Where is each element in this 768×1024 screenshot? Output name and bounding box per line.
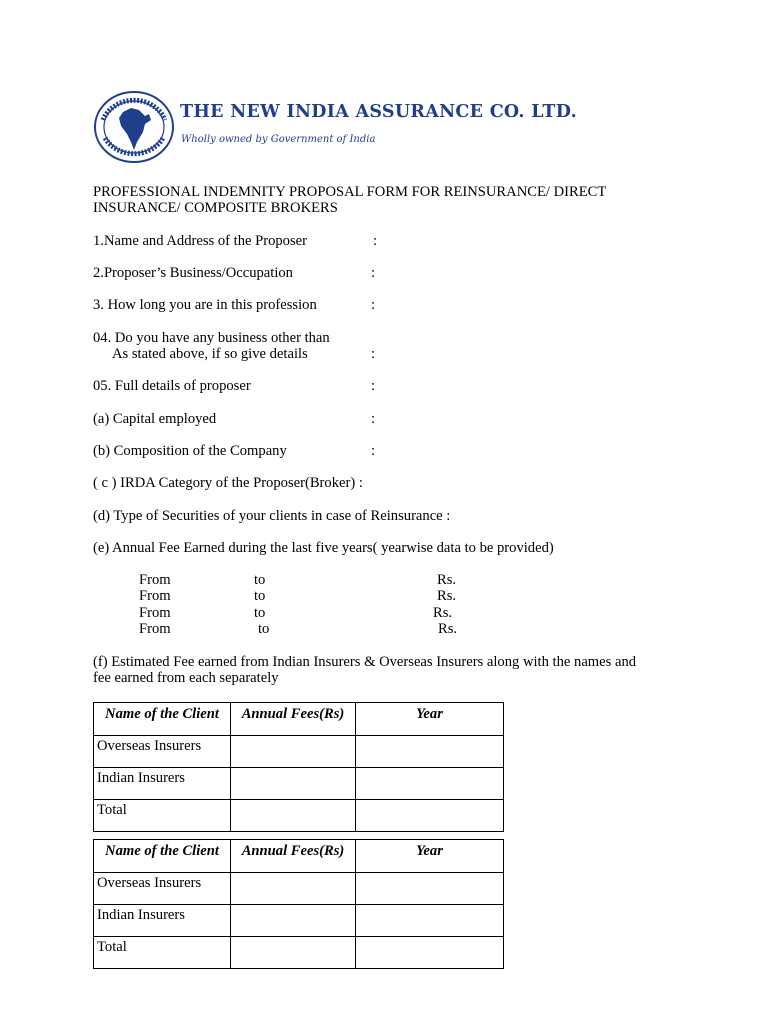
header-year: Year — [356, 840, 504, 873]
colon-5: : — [371, 378, 376, 394]
fees-cell[interactable] — [231, 905, 356, 937]
colon-1: : — [373, 233, 378, 249]
question-5c: ( c ) IRDA Category of the Proposer(Broker) : — [93, 475, 363, 491]
year-cell[interactable] — [356, 800, 504, 832]
colon-3: : — [371, 297, 376, 313]
colon-5b: : — [371, 443, 376, 459]
header-annual-fees: Annual Fees(Rs) — [231, 840, 356, 873]
fee-row-3-from: From — [139, 605, 171, 621]
header-annual-fees: Annual Fees(Rs) — [231, 703, 356, 736]
table-row — [94, 768, 504, 800]
fee-row-3-rs: Rs. — [433, 605, 453, 621]
colon-4: : — [371, 346, 376, 362]
question-4-line2: As stated above, if so give details — [112, 346, 308, 362]
colon-2: : — [371, 265, 376, 281]
company-tagline: Wholly owned by Government of India — [181, 134, 376, 145]
fee-row-2-rs: Rs. — [437, 588, 457, 604]
company-name: THE NEW INDIA ASSURANCE CO. LTD. — [180, 102, 577, 122]
fees-table-1 — [93, 702, 504, 832]
row-label-total: Total — [94, 937, 231, 969]
row-label-total: Total — [94, 800, 231, 832]
header-name-of-client: Name of the Client — [94, 840, 231, 873]
question-5e: (e) Annual Fee Earned during the last five years( yearwise data to be provided) — [93, 540, 554, 556]
table-row — [94, 800, 504, 832]
fees-cell[interactable] — [231, 937, 356, 969]
row-label-indian: Indian Insurers — [94, 768, 231, 800]
question-5a: (a) Capital employed — [93, 411, 217, 427]
fees-table-2 — [93, 839, 504, 969]
question-5f-line2: fee earned from each separately — [93, 670, 279, 686]
header-year: Year — [356, 703, 504, 736]
question-5f-line1: (f) Estimated Fee earned from Indian Insurers & Overseas Insurers along with the names and — [93, 654, 637, 670]
table-header-row — [94, 703, 504, 736]
question-5b: (b) Composition of the Company — [93, 443, 287, 459]
fee-row-1-from: From — [139, 572, 171, 588]
form-title-line1: PROFESSIONAL INDEMNITY PROPOSAL FORM FOR REINSURANCE/ DIRECT — [93, 184, 607, 200]
row-label-overseas: Overseas Insurers — [94, 873, 231, 905]
fee-row-4-rs: Rs. — [438, 621, 458, 637]
fees-cell[interactable] — [231, 873, 356, 905]
table-row — [94, 905, 504, 937]
fees-cell[interactable] — [231, 800, 356, 832]
year-cell[interactable] — [356, 905, 504, 937]
fee-row-4-to: to — [258, 621, 270, 637]
table-row — [94, 873, 504, 905]
year-cell[interactable] — [356, 736, 504, 768]
fee-row-1-rs: Rs. — [437, 572, 457, 588]
year-cell[interactable] — [356, 768, 504, 800]
question-1: 1.Name and Address of the Proposer — [93, 233, 307, 249]
question-5d: (d) Type of Securities of your clients in case of Reinsurance : — [93, 508, 451, 524]
fees-cell[interactable] — [231, 768, 356, 800]
fees-cell[interactable] — [231, 736, 356, 768]
fee-row-1-to: to — [254, 572, 266, 588]
row-label-indian: Indian Insurers — [94, 905, 231, 937]
table-header-row — [94, 840, 504, 873]
fee-row-3-to: to — [254, 605, 266, 621]
question-2: 2.Proposer’s Business/Occupation — [93, 265, 293, 281]
colon-5a: : — [371, 411, 376, 427]
row-label-overseas: Overseas Insurers — [94, 736, 231, 768]
year-cell[interactable] — [356, 873, 504, 905]
fee-row-4-from: From — [139, 621, 171, 637]
table-row — [94, 736, 504, 768]
question-5: 05. Full details of proposer — [93, 378, 251, 394]
company-seal-logo — [93, 90, 175, 164]
question-3: 3. How long you are in this profession — [93, 297, 317, 313]
question-4-line1: 04. Do you have any business other than — [93, 330, 330, 346]
fee-row-2-to: to — [254, 588, 266, 604]
header-name-of-client: Name of the Client — [94, 703, 231, 736]
year-cell[interactable] — [356, 937, 504, 969]
fee-row-2-from: From — [139, 588, 171, 604]
form-title-line2: INSURANCE/ COMPOSITE BROKERS — [93, 200, 338, 216]
table-row — [94, 937, 504, 969]
